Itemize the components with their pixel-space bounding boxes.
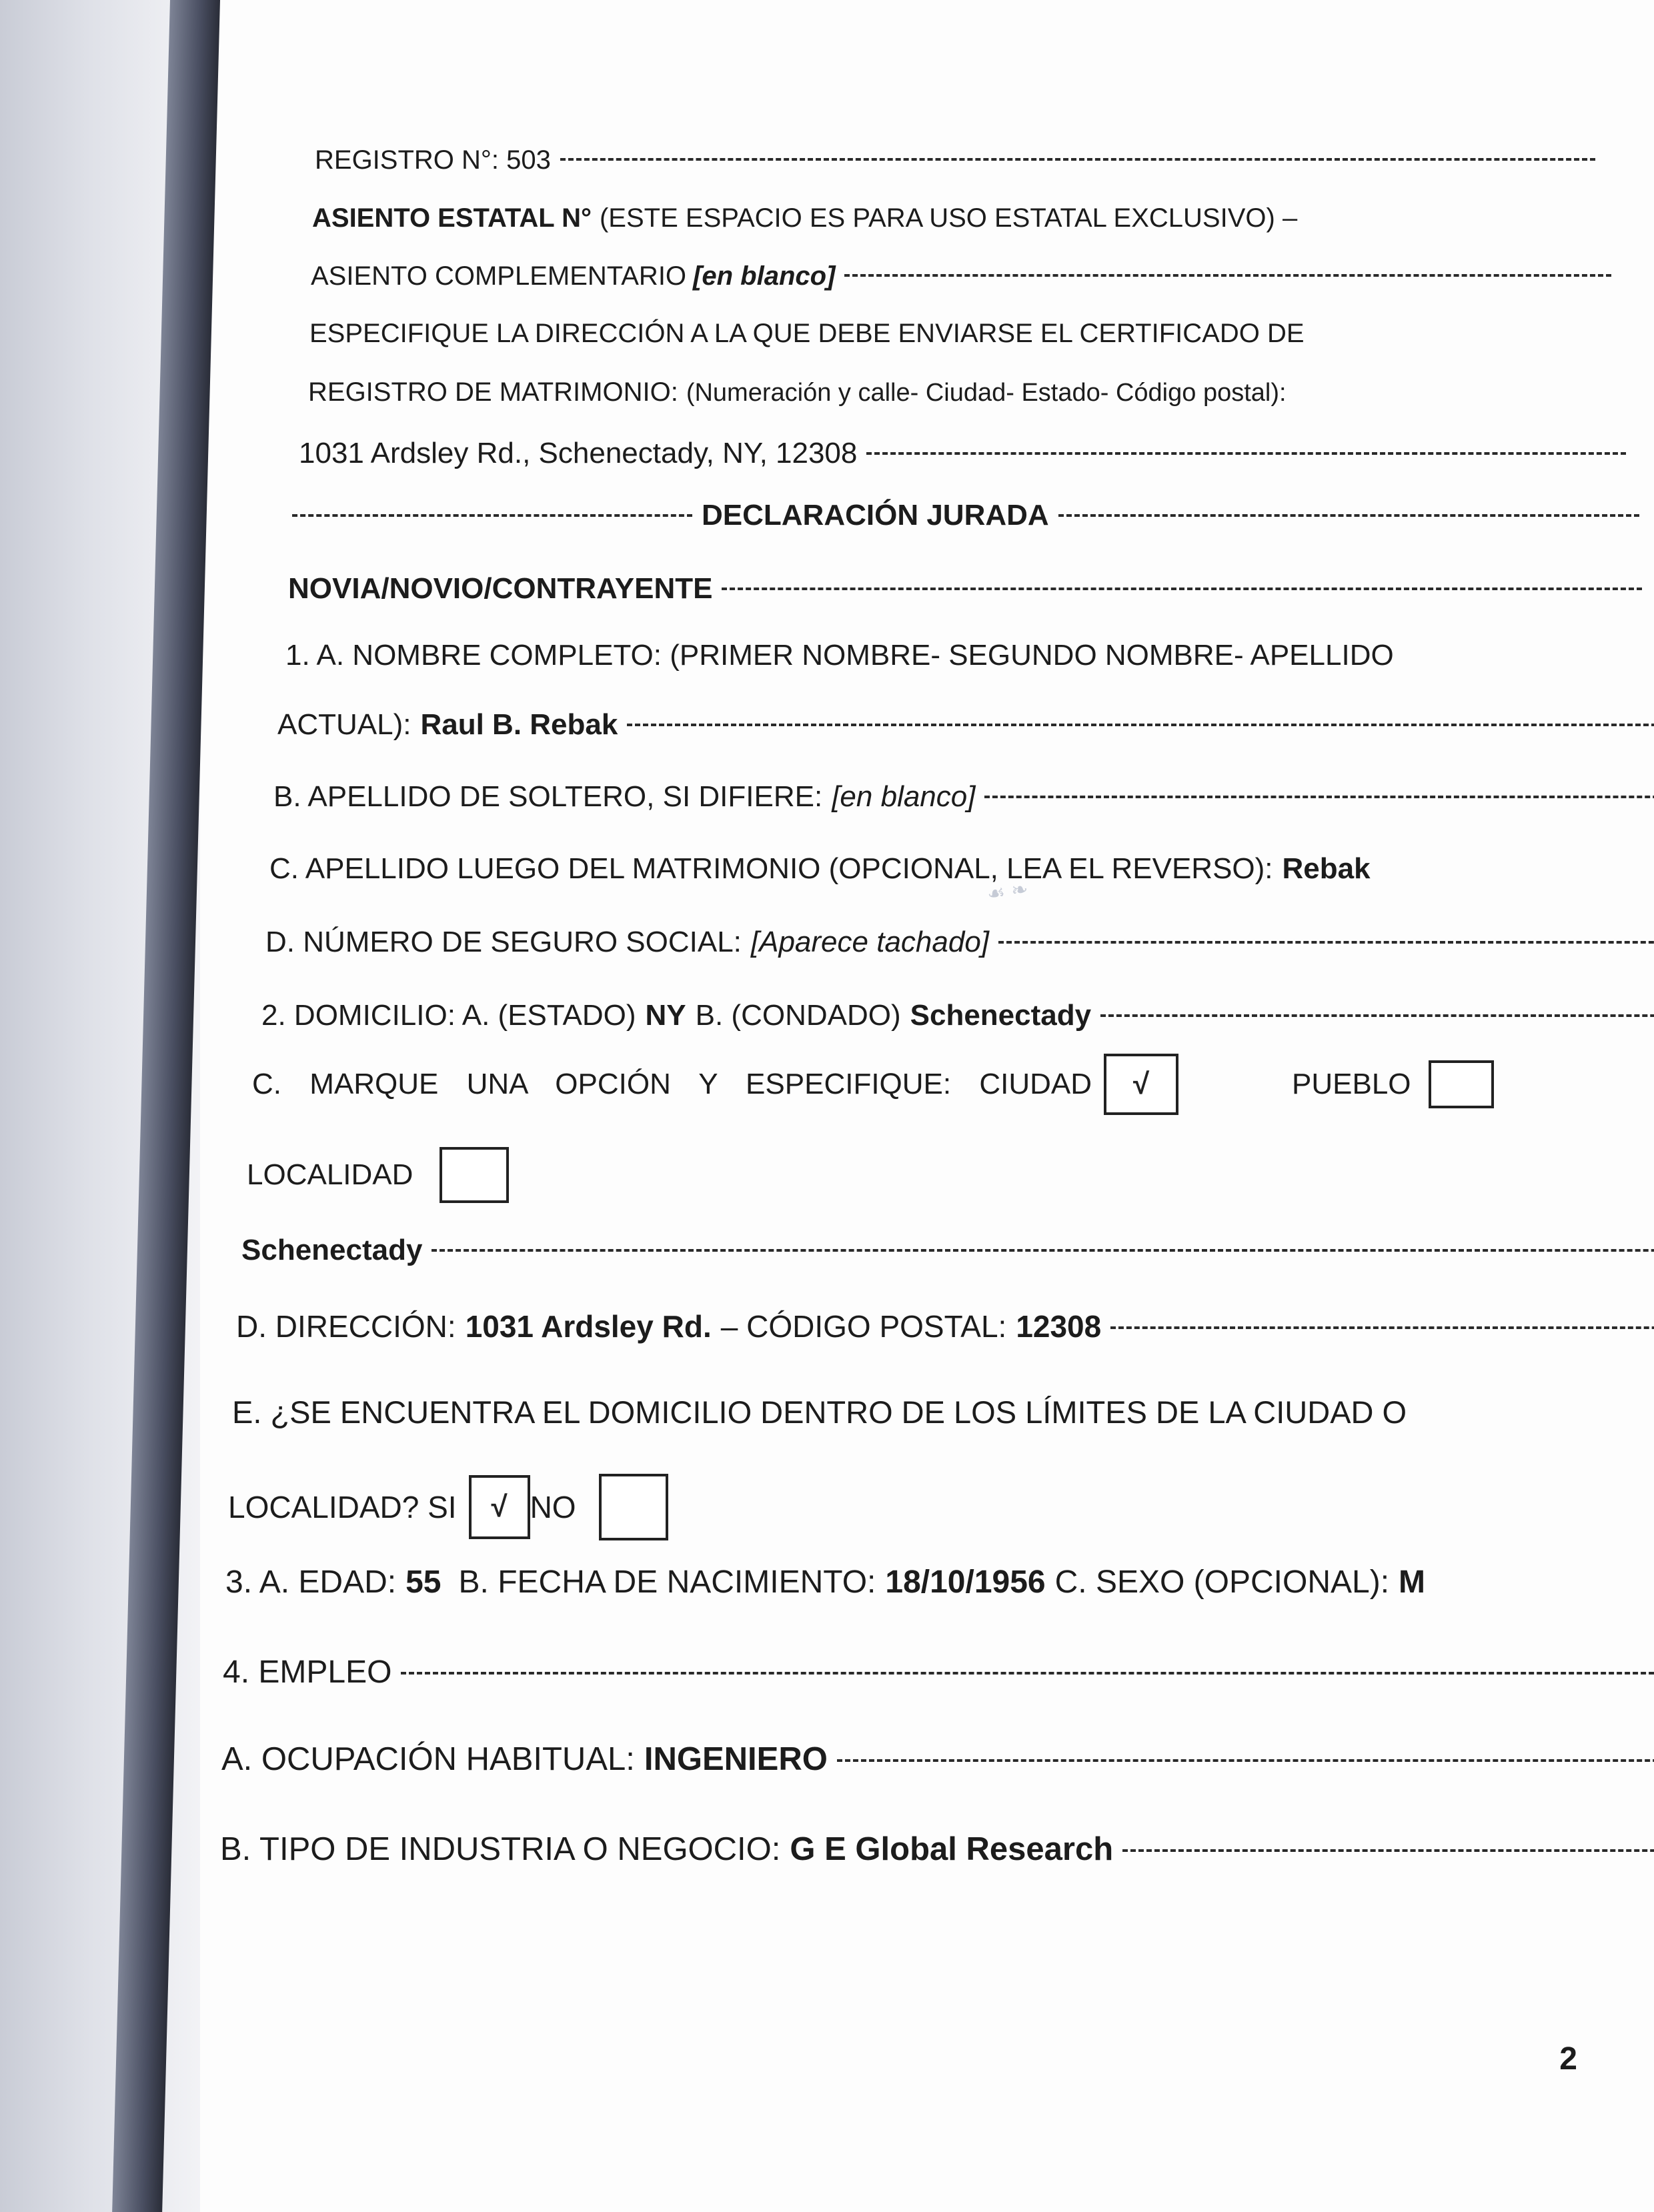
q3-label-c: C. SEXO (OPCIONAL): xyxy=(1054,1564,1390,1600)
q4b-line xyxy=(220,1831,1654,1868)
page-number: 2 xyxy=(1559,2041,1577,2077)
q2-line xyxy=(261,999,1654,1032)
q2-value-b: Schenectady xyxy=(910,999,1092,1032)
q2e-line-2 xyxy=(228,1474,668,1540)
q3-label-b: B. FECHA DE NACIMIENTO: xyxy=(458,1564,876,1600)
direccion-envio-value: 1031 Ardsley Rd., Schenectady, NY, 12308 xyxy=(299,437,858,469)
fill-line xyxy=(401,1672,1654,1675)
q1b-line xyxy=(273,780,1654,814)
asiento-complementario-label: ASIENTO COMPLEMENTARIO xyxy=(311,261,687,291)
q3-line xyxy=(225,1564,1425,1600)
registro-text: REGISTRO N°: 503 xyxy=(315,145,551,175)
fill-line xyxy=(984,796,1654,798)
especifique-text-1: ESPECIFIQUE LA DIRECCIÓN A LA QUE DEBE ENVIARSE EL CERTIFICADO DE xyxy=(309,319,1305,348)
declaracion-line xyxy=(292,499,1639,532)
q2d-postal-value: 12308 xyxy=(1016,1309,1102,1344)
fill-line xyxy=(844,274,1611,277)
q4b-value: G E Global Research xyxy=(790,1831,1114,1867)
fill-line xyxy=(1058,514,1639,517)
fill-line xyxy=(722,588,1642,590)
q4b-label: B. TIPO DE INDUSTRIA O NEGOCIO: xyxy=(220,1831,781,1867)
q3-value-b: 18/10/1956 xyxy=(885,1564,1046,1600)
q2d-line xyxy=(236,1308,1654,1344)
fill-line xyxy=(627,724,1654,726)
contrayente-heading: NOVIA/NOVIO/CONTRAYENTE xyxy=(288,572,713,605)
q2e-label-2: LOCALIDAD? SI xyxy=(228,1490,457,1524)
q4-label: 4. EMPLEO xyxy=(223,1654,392,1690)
q2d-postal-label: – CÓDIGO POSTAL: xyxy=(720,1309,1007,1344)
fill-line xyxy=(998,941,1654,944)
q1d-value: [Aparece tachado] xyxy=(750,926,990,958)
q1c-line xyxy=(269,852,1371,886)
q2-label-a: 2. DOMICILIO: A. (ESTADO) xyxy=(261,999,636,1032)
q1a-label-2: ACTUAL): xyxy=(277,708,411,741)
document-content xyxy=(213,0,1654,2212)
lead-line xyxy=(292,514,692,517)
q4a-label: A. OCUPACIÓN HABITUAL: xyxy=(221,1741,635,1777)
especifique-note-2: (Numeración y calle- Ciudad- Estado- Código postal): xyxy=(686,379,1287,407)
fill-line xyxy=(432,1249,1654,1252)
q4a-value: INGENIERO xyxy=(644,1741,828,1777)
asiento-complementario-value: [en blanco] xyxy=(693,261,836,291)
localidad-line xyxy=(247,1147,509,1203)
fill-line xyxy=(1110,1326,1654,1329)
q1a-line-2 xyxy=(277,708,1654,742)
q2e-line-1 xyxy=(232,1394,1407,1430)
q4-line xyxy=(223,1654,1654,1691)
direccion-envio-line xyxy=(299,437,1626,470)
fill-line xyxy=(866,452,1626,455)
q1d-line xyxy=(265,926,1654,959)
q1c-value: Rebak xyxy=(1282,852,1371,885)
ciudad-checkbox[interactable]: √ xyxy=(1104,1054,1178,1115)
q2c-label: C. MARQUE UNA OPCIÓN Y ESPECIFIQUE: CIUDAD xyxy=(252,1068,1092,1100)
q1b-value: [en blanco] xyxy=(832,780,976,813)
asiento-estatal-label: ASIENTO ESTATAL N° xyxy=(312,203,592,233)
localidad-label: LOCALIDAD xyxy=(247,1158,414,1191)
registro-line xyxy=(315,145,1595,175)
q2c-value: Schenectady xyxy=(241,1234,423,1266)
q1a-line-1 xyxy=(285,639,1394,672)
q2d-value: 1031 Ardsley Rd. xyxy=(465,1309,712,1344)
fill-line xyxy=(1100,1014,1654,1017)
asiento-estatal-line xyxy=(312,203,1297,233)
q2c-line xyxy=(252,1054,1494,1115)
faint-stamp: ☙ ❧ xyxy=(985,877,1030,907)
q3-label-a: 3. A. EDAD: xyxy=(225,1564,397,1600)
especifique-line-2 xyxy=(308,377,1287,407)
contrayente-line xyxy=(288,572,1642,606)
fill-line xyxy=(1122,1849,1654,1852)
localidad-checkbox[interactable] xyxy=(440,1147,509,1203)
pueblo-label: PUEBLO xyxy=(1292,1068,1411,1100)
q2-label-b: B. (CONDADO) xyxy=(695,999,901,1032)
pueblo-checkbox[interactable] xyxy=(1429,1060,1494,1108)
asiento-estatal-note: (ESTE ESPACIO ES PARA USO ESTATAL EXCLUSIVO) – xyxy=(599,203,1298,233)
q2e-label-1: E. ¿SE ENCUENTRA EL DOMICILIO DENTRO DE LOS LÍMITES DE LA CIUDAD O xyxy=(232,1394,1407,1430)
q3-value-a: 55 xyxy=(405,1564,442,1600)
fill-line xyxy=(837,1759,1654,1762)
q2c-value-line xyxy=(241,1234,1654,1267)
especifique-label-2: REGISTRO DE MATRIMONIO: xyxy=(308,377,678,407)
no-checkbox[interactable] xyxy=(599,1474,668,1540)
especifique-line-1 xyxy=(309,319,1305,349)
q1a-value: Raul B. Rebak xyxy=(420,708,618,741)
si-checkbox[interactable]: √ xyxy=(469,1475,530,1539)
asiento-complementario-line xyxy=(311,261,1611,291)
declaracion-title: DECLARACIÓN JURADA xyxy=(702,499,1049,531)
q1c-label: C. APELLIDO LUEGO DEL MATRIMONIO (OPCIONAL, LEA EL REVERSO): xyxy=(269,852,1273,885)
q1a-label-1: 1. A. NOMBRE COMPLETO: (PRIMER NOMBRE- SEGUNDO NOMBRE- APELLIDO xyxy=(285,639,1394,672)
q3-value-c: M xyxy=(1399,1564,1426,1600)
fill-line xyxy=(560,158,1595,161)
no-label: NO xyxy=(530,1490,576,1524)
q1d-label: D. NÚMERO DE SEGURO SOCIAL: xyxy=(265,926,742,958)
q1b-label: B. APELLIDO DE SOLTERO, SI DIFIERE: xyxy=(273,780,823,813)
q2d-label: D. DIRECCIÓN: xyxy=(236,1309,456,1344)
q2-value-a: NY xyxy=(645,999,686,1032)
q4a-line xyxy=(221,1741,1654,1778)
